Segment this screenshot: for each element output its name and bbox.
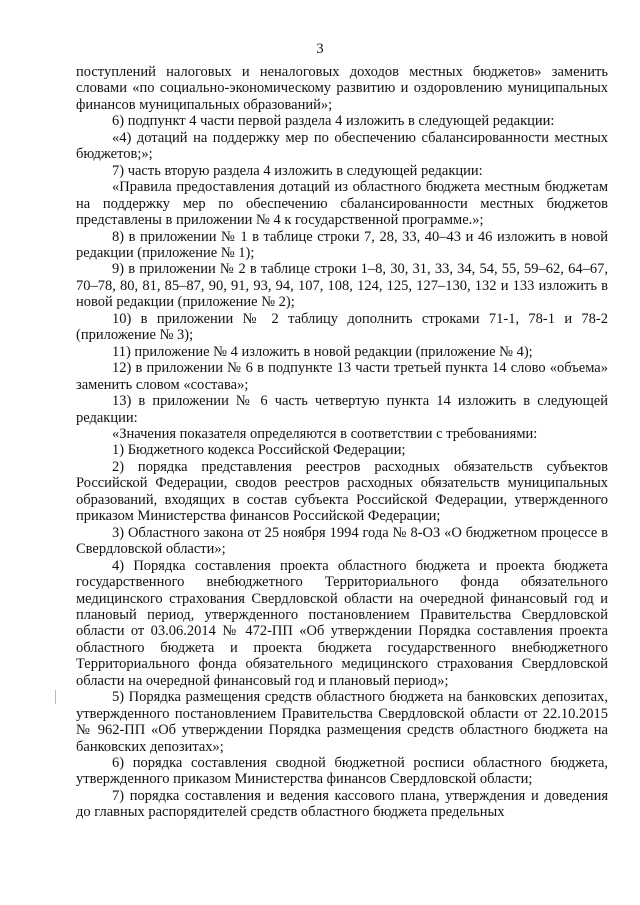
paragraph: 7) порядка составления и ведения кассового плана, утверждения и доведения до главных распорядителей средств областного бюджета предельных — [76, 787, 608, 821]
paragraph: 8) в приложении № 1 в таблице строки 7, 28, 33, 40–43 и 46 изложить в новой редакции (приложение № 1); — [76, 228, 608, 261]
paragraph: поступлений налоговых и неналоговых доходов местных бюджетов» заменить словами «по социально-экономическому развитию и оздоровлению муниципальных финансов муниципальных образований»; — [76, 64, 608, 113]
page-number: 3 — [316, 41, 324, 57]
paragraph: 9) в приложении № 2 в таблице строки 1–8, 30, 31, 33, 34, 54, 55, 59–62, 64–67, 70–78, 80, 81, 85–87, 90, 91, 93, 94, 107, 108, 124, 125, 127–130, 132 и 133 изложить в новой редакции (приложение № 2); — [76, 261, 608, 311]
paragraph: 3) Областного закона от 25 ноября 1994 года № 8-ОЗ «О бюджетном процессе в Свердловской области»; — [76, 524, 608, 558]
paragraph: 6) подпункт 4 части первой раздела 4 изложить в следующей редакции: — [112, 113, 555, 130]
paragraph: «Значения показателя определяются в соответствии с требованиями: — [112, 425, 538, 442]
paragraph: 4) Порядка составления проекта областного бюджета и проекта бюджета государственного внебюджетного Территориального фонда обязательного медицинского страхования Свердловской области на очередной финансовый год и плановый период, утвержденного постановлением Правительства Свердловской области от 03.06.2014 № 472-ПП «Об утверждении Порядка составления проекта областного бюджета и проекта бюджета государственного внебюджетного Территориального фонда обязательного медицинского страхования Свердловской области на очередной финансовый год и плановый период»; — [76, 557, 608, 689]
document-body — [76, 64, 608, 821]
paragraph: 5) Порядка размещения средств областного бюджета на банковских депозитах, утвержденного постановлением Правительства Свердловской области от 22.10.2015 № 962-ПП «Об утверждении Порядка размещения средств областного бюджета на банковских депозитах»; — [76, 689, 608, 755]
paragraph: 1) Бюджетного кодекса Российской Федерации; — [112, 442, 406, 459]
paragraph: «4) дотаций на поддержку мер по обеспечению сбалансированности местных бюджетов;»; — [76, 129, 608, 163]
paragraph: 13) в приложении № 6 часть четвертую пункта 14 изложить в следующей редакции: — [76, 393, 608, 426]
paragraph: 2) порядка представления реестров расходных обязательств субъектов Российской Федерации, сводов реестров расходных обязательств муниципальных образований, входящих в состав субъекта Российской Федерации, утвержденного приказом Министерства финансов Российской Федерации; — [76, 458, 608, 525]
paragraph: 10) в приложении № 2 таблицу дополнить строками 71-1, 78-1 и 78-2 (приложение № 3); — [76, 310, 608, 344]
margin-mark — [55, 690, 56, 704]
paragraph: «Правила предоставления дотаций из областного бюджета местным бюджетам на поддержку мер по обеспечению сбалансированности местных бюджетов представлены в приложении № 4 к государственной программе.»; — [76, 179, 608, 229]
paragraph: 6) порядка составления сводной бюджетной росписи областного бюджета, утвержденного приказом Министерства финансов Свердловской области; — [76, 755, 608, 788]
paragraph: 12) в приложении № 6 в подпункте 13 части третьей пункта 14 слово «объема» заменить словом «состава»; — [76, 360, 608, 393]
paragraph: 7) часть вторую раздела 4 изложить в следующей редакции: — [112, 162, 483, 179]
paragraph: 11) приложение № 4 изложить в новой редакции (приложение № 4); — [112, 343, 533, 360]
